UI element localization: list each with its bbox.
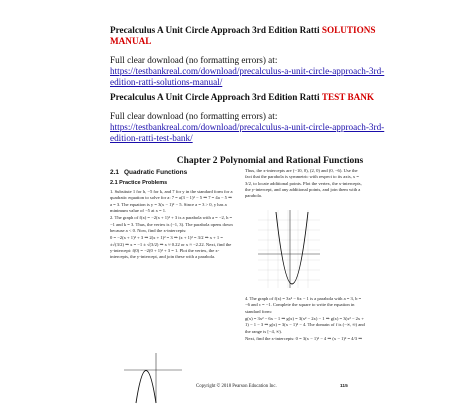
testbank-badge: TEST BANK	[321, 92, 375, 102]
problem-1-text: 1. Subsitute 1 for h, −5 for k, and 7 for y in the standard form for a quadratic equation to solve for a: 7 = a(3 − 1)² − 5 ⇒ 7 = 4a − 5 ⇒ a = 3. The equation is y = 3(x − 1)² − 5. Since a = 3 > 0, y has a minimum value of −5 at x = 1.	[110, 189, 233, 213]
problem-3-continued: Thus, the x-intercepts are (−10, 0), (2, 0) and (0, −6). Use the fact that the parabola is symmetric with respect to its axis, x = 3/2, to locate additional points. Plot the vertex, the x-intercepts, the y-intercept, and any additional points, and join them with a parabola.	[245, 168, 362, 199]
parabola-graph-down	[122, 352, 184, 404]
parabola-curve	[276, 212, 308, 284]
problem-2-solution: 0 = −2(x + 1)² + 3 ⇒ 2(x + 1)² = 3 ⇒ (x + 1)² = 3/2 ⇒ x + 1 = ±√(3/2) ⇒ x = −1 ± √(3/2) ⇒ x ≈ 0.22 or x ≈ −2.22. Next, find the y-intercept: f(0) = −2(0 + 1)² + 3 = 1. Plot the vertex, the x-intercepts, the y-intercept, and join these with a parabola.	[110, 235, 232, 260]
left-column	[110, 189, 235, 262]
page-number: 115	[340, 384, 348, 389]
solutions-download	[110, 55, 410, 88]
problem-2-text: 2. The graph of f(x) = −2(x + 1)² + 3 is a parabola with a = −2, h = −1 and k = 3. Thus, the vertex is (−1, 3). The parabola opens down because a < 0. Now, find the x-intercepts:	[110, 215, 233, 233]
testbank-download-link[interactable]: https://testbankreal.com/download/precalculus-a-unit-circle-approach-3rd-edition-ratti-test-bank/	[110, 122, 385, 143]
testbank-title: Precalculus A Unit Circle Approach 3rd Edition Ratti	[110, 92, 320, 102]
parabola-graph-up	[258, 210, 320, 288]
grid-lines	[258, 210, 320, 288]
solutions-badge: SOLUTIONS MANUAL	[110, 25, 376, 46]
subsection-title: 2.1 Practice Problems	[110, 180, 168, 186]
test-bank-heading	[110, 92, 410, 103]
solutions-download-link[interactable]: https://testbankreal.com/download/precalculus-a-unit-circle-approach-3rd-edition-ratti-solutions-manual/	[110, 66, 385, 87]
copyright-footer: Copyright © 2018 Pearson Education Inc.	[196, 384, 277, 389]
section-number: 2.1	[110, 169, 120, 176]
problem-4-text: 4. The graph of f(x) = 3x² − 6x − 1 is a parabola with a = 3, b = −6 and c = −1. Complete the square to write the equation in standard form:	[245, 296, 362, 314]
problem-4-solution: g(x) = 3x² − 6x − 1 ⇒ g(x) = 3(x² − 2x) − 1 ⇒ g(x) = 3(x² − 2x + 1) − 1 − 3 ⇒ g(x) = 3(x − 1)² − 4. The domain of f is (−∞, ∞) and the range is [−4, ∞).	[245, 316, 365, 334]
solutions-manual-heading	[110, 25, 410, 47]
problem-4-intercepts: Next, find the x-intercepts: 0 = 3(x − 1)² − 4 ⇒ (x − 1)² = 4/3 ⇒	[245, 336, 363, 342]
right-column	[245, 168, 365, 201]
solutions-title: Precalculus A Unit Circle Approach 3rd Edition Ratti	[110, 25, 320, 35]
parabola-curve	[136, 371, 156, 404]
chapter-title: Chapter 2 Polynomial and Rational Functions	[176, 156, 364, 166]
testbank-download-text: Full clear download (no formatting errors) at:	[110, 111, 278, 121]
section-title: Quadratic Functions	[124, 169, 188, 176]
solutions-download-text: Full clear download (no formatting errors) at:	[110, 55, 278, 65]
testbank-download	[110, 111, 410, 144]
right-column-lower	[245, 296, 365, 344]
